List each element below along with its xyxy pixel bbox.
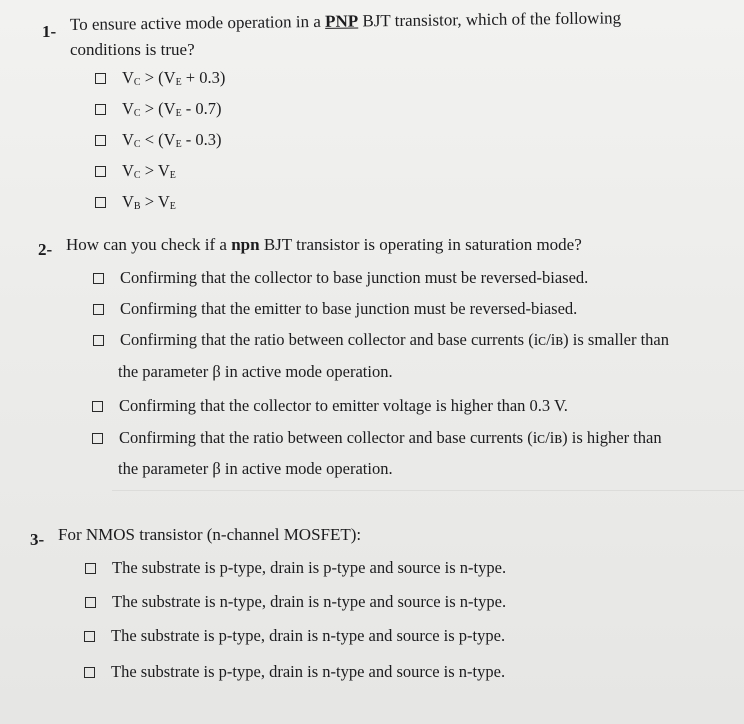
q1-option-4[interactable] xyxy=(95,161,176,181)
question-1-text-a: To ensure active mode operation in a xyxy=(69,11,326,34)
q3-option-4-label: The substrate is p-type, drain is n-type and source is n-type. xyxy=(111,662,506,681)
q2-option-2-label: Confirming that the emitter to base junction must be reversed-biased. xyxy=(120,299,578,318)
q1-option-3-label: $V_C < (V_E - 0.3)$ xyxy=(122,130,222,150)
q3-option-2-label: The substrate is n-type, drain is n-type and source is n-type. xyxy=(112,592,507,611)
checkbox[interactable] xyxy=(92,433,103,444)
question-2-text-b: BJT transistor is operating in saturation mode? xyxy=(259,235,582,254)
q1-option-2[interactable] xyxy=(95,99,222,119)
question-1-number: 1- xyxy=(42,22,57,41)
question-2-number: 2- xyxy=(38,240,53,259)
question-2-text xyxy=(66,232,582,258)
q3-option-3[interactable] xyxy=(84,626,505,646)
q2-option-2[interactable] xyxy=(93,299,577,319)
question-2-text-a: How can you check if a xyxy=(66,235,232,254)
checkbox[interactable] xyxy=(95,73,106,84)
question-1-pnp: PNP xyxy=(324,11,359,31)
q2-option-5-continuation: the parameter β in active mode operation. xyxy=(118,459,393,478)
checkbox[interactable] xyxy=(92,401,103,412)
q2-option-4[interactable] xyxy=(92,396,568,416)
checkbox[interactable] xyxy=(85,563,96,574)
q1-option-3[interactable] xyxy=(95,130,222,150)
checkbox[interactable] xyxy=(84,667,95,678)
checkbox[interactable] xyxy=(95,104,106,115)
q1-option-1-label: $V_C > (V_E + 0.3)$ xyxy=(122,68,226,88)
q1-option-5-label: $V_B > V_E$ xyxy=(122,192,176,212)
question-1-text-line2: conditions is true? xyxy=(70,40,195,59)
q1-option-4-label: $V_C > V_E$ xyxy=(122,161,176,181)
q2-option-1[interactable] xyxy=(93,268,588,288)
q1-option-2-label: $V_C > (V_E - 0.7)$ xyxy=(122,99,222,119)
question-1-text xyxy=(70,5,621,38)
q2-option-4-label: Confirming that the collector to emitter voltage is higher than 0.3 V. xyxy=(119,396,568,415)
q3-option-2[interactable] xyxy=(85,592,506,612)
q2-option-5[interactable] xyxy=(92,428,662,448)
question-1-text-b: BJT transistor, which of the following xyxy=(358,8,622,31)
checkbox[interactable] xyxy=(93,273,104,284)
checkbox[interactable] xyxy=(95,197,106,208)
q2-option-3-continuation: the parameter β in active mode operation. xyxy=(118,362,393,381)
q3-option-4[interactable] xyxy=(84,662,505,682)
checkbox[interactable] xyxy=(84,631,95,642)
checkbox[interactable] xyxy=(93,304,104,315)
q1-option-5[interactable] xyxy=(95,192,176,212)
q2-option-3[interactable] xyxy=(93,330,669,350)
question-3-text: For NMOS transistor (n-channel MOSFET): xyxy=(58,525,362,544)
q3-option-3-label: The substrate is p-type, drain is n-type and source is p-type. xyxy=(111,626,506,645)
question-2-npn: npn xyxy=(231,235,260,254)
checkbox[interactable] xyxy=(95,135,106,146)
q2-option-3-label: Confirming that the ratio between collector and base currents (iᴄ/iʙ) is smaller than xyxy=(120,330,670,349)
q3-option-1-label: The substrate is p-type, drain is p-type and source is n-type. xyxy=(112,558,507,577)
checkbox[interactable] xyxy=(85,597,96,608)
q1-option-1[interactable] xyxy=(95,68,225,88)
faint-rule xyxy=(112,490,744,491)
checkbox[interactable] xyxy=(95,166,106,177)
q2-option-5-label: Confirming that the ratio between collector and base currents (iᴄ/iʙ) is higher than xyxy=(119,428,662,447)
question-3-number: 3- xyxy=(30,530,45,549)
q2-option-1-label: Confirming that the collector to base junction must be reversed-biased. xyxy=(120,268,589,287)
checkbox[interactable] xyxy=(93,335,104,346)
q3-option-1[interactable] xyxy=(85,558,506,578)
